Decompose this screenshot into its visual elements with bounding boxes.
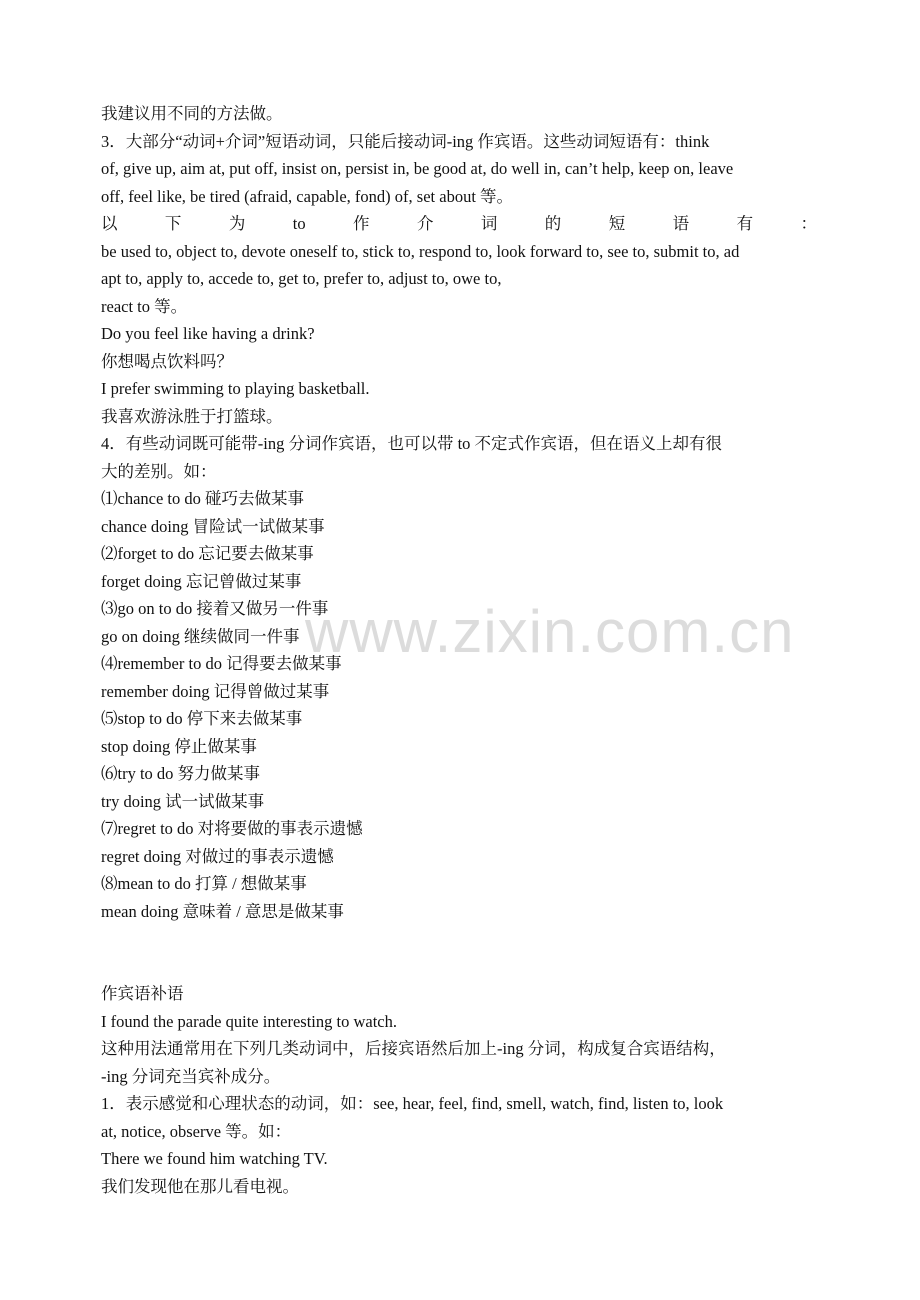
text-line: ⑴chance to do 碰巧去做某事 bbox=[101, 489, 305, 508]
text-line: ⑷remember to do 记得要去做某事 bbox=[101, 654, 342, 673]
text-line: 4．有些动词既可能带-ing 分词作宾语，也可以带 to 不定式作宾语，但在语义上却有很 bbox=[101, 434, 723, 453]
document-body bbox=[101, 100, 817, 1200]
text-line: ⑹try to do 努力做某事 bbox=[101, 764, 261, 783]
text-line: off, feel like, be tired (afraid, capable, fond) of, set about 等。 bbox=[101, 186, 514, 206]
text-line: mean doing 意味着 / 意思是做某事 bbox=[101, 901, 344, 921]
text-line: of, give up, aim at, put off, insist on, persist in, be good at, do well in, can’t help, keep on, leave bbox=[101, 159, 734, 178]
justified-word: 短 bbox=[608, 214, 626, 233]
justified-word: 作 bbox=[353, 214, 370, 233]
text-line: react to 等。 bbox=[101, 296, 188, 316]
text-line: Do you feel like having a drink? bbox=[101, 324, 315, 343]
justified-word: ： bbox=[800, 214, 817, 233]
justified-text-line bbox=[101, 210, 817, 238]
text-line: ⑺regret to do 对将要做的事表示遗憾 bbox=[101, 819, 363, 838]
text-line: -ing 分词充当宾补成分。 bbox=[101, 1066, 281, 1086]
text-line: ⑵forget to do 忘记要去做某事 bbox=[101, 544, 314, 563]
text-line: regret doing 对做过的事表示遗憾 bbox=[101, 846, 334, 866]
text-line: 你想喝点饮料吗？ bbox=[101, 351, 233, 371]
text-line: 我们发现他在那儿看电视。 bbox=[101, 1176, 299, 1196]
text-line: chance doing 冒险试一试做某事 bbox=[101, 516, 325, 536]
text-line: stop doing 停止做某事 bbox=[101, 736, 257, 756]
justified-word: 有 bbox=[736, 214, 754, 233]
text-line: I found the parade quite interesting to watch. bbox=[101, 1011, 397, 1031]
text-line: 这种用法通常用在下列几类动词中，后接宾语然后加上-ing 分词，构成复合宾语结构， bbox=[101, 1039, 726, 1058]
justified-word: 为 bbox=[228, 214, 246, 233]
text-line: 1．表示感觉和心理状态的动词，如：see, hear, feel, find, smell, watch, find, listen to, look bbox=[101, 1094, 724, 1113]
text-line: 3．大部分“动词+介词”短语动词，只能后接动词-ing 作宾语。这些动词短语有：think bbox=[101, 131, 710, 151]
text-line: go on doing 继续做同一件事 bbox=[101, 626, 300, 646]
text-line: ⑻mean to do 打算 / 想做某事 bbox=[101, 874, 307, 893]
justified-word: 的 bbox=[544, 214, 562, 233]
justified-word: 介 bbox=[416, 214, 434, 233]
text-line: apt to, apply to, accede to, get to, prefer to, adjust to, owe to, bbox=[101, 269, 502, 288]
text-line: try doing 试一试做某事 bbox=[101, 791, 265, 811]
justified-word: to bbox=[292, 214, 306, 233]
text-line: I prefer swimming to playing basketball. bbox=[101, 379, 370, 398]
watermark: www.zixin.com.cn bbox=[305, 598, 795, 665]
section-heading: 作宾语补语 bbox=[101, 984, 184, 1003]
justified-word: 词 bbox=[480, 214, 498, 233]
text-line: 我喜欢游泳胜于打篮球。 bbox=[101, 406, 283, 426]
justified-word: 语 bbox=[672, 214, 690, 233]
justified-word: 以 bbox=[101, 214, 118, 233]
text-line: ⑸stop to do 停下来去做某事 bbox=[101, 709, 303, 728]
text-line: 我建议用不同的方法做。 bbox=[101, 104, 283, 123]
text-line: There we found him watching TV. bbox=[101, 1149, 328, 1168]
text-line: forget doing 忘记曾做过某事 bbox=[101, 571, 302, 591]
paragraph-gap bbox=[101, 925, 817, 980]
text-line: ⑶go on to do 接着又做另一件事 bbox=[101, 599, 329, 618]
justified-word: 下 bbox=[164, 214, 182, 233]
text-line: at, notice, observe 等。如： bbox=[101, 1121, 292, 1141]
text-line: remember doing 记得曾做过某事 bbox=[101, 681, 330, 701]
text-line: be used to, object to, devote oneself to, stick to, respond to, look forward to, see to, submit to, ad bbox=[101, 241, 740, 261]
text-line: 大的差别。如： bbox=[101, 461, 217, 481]
